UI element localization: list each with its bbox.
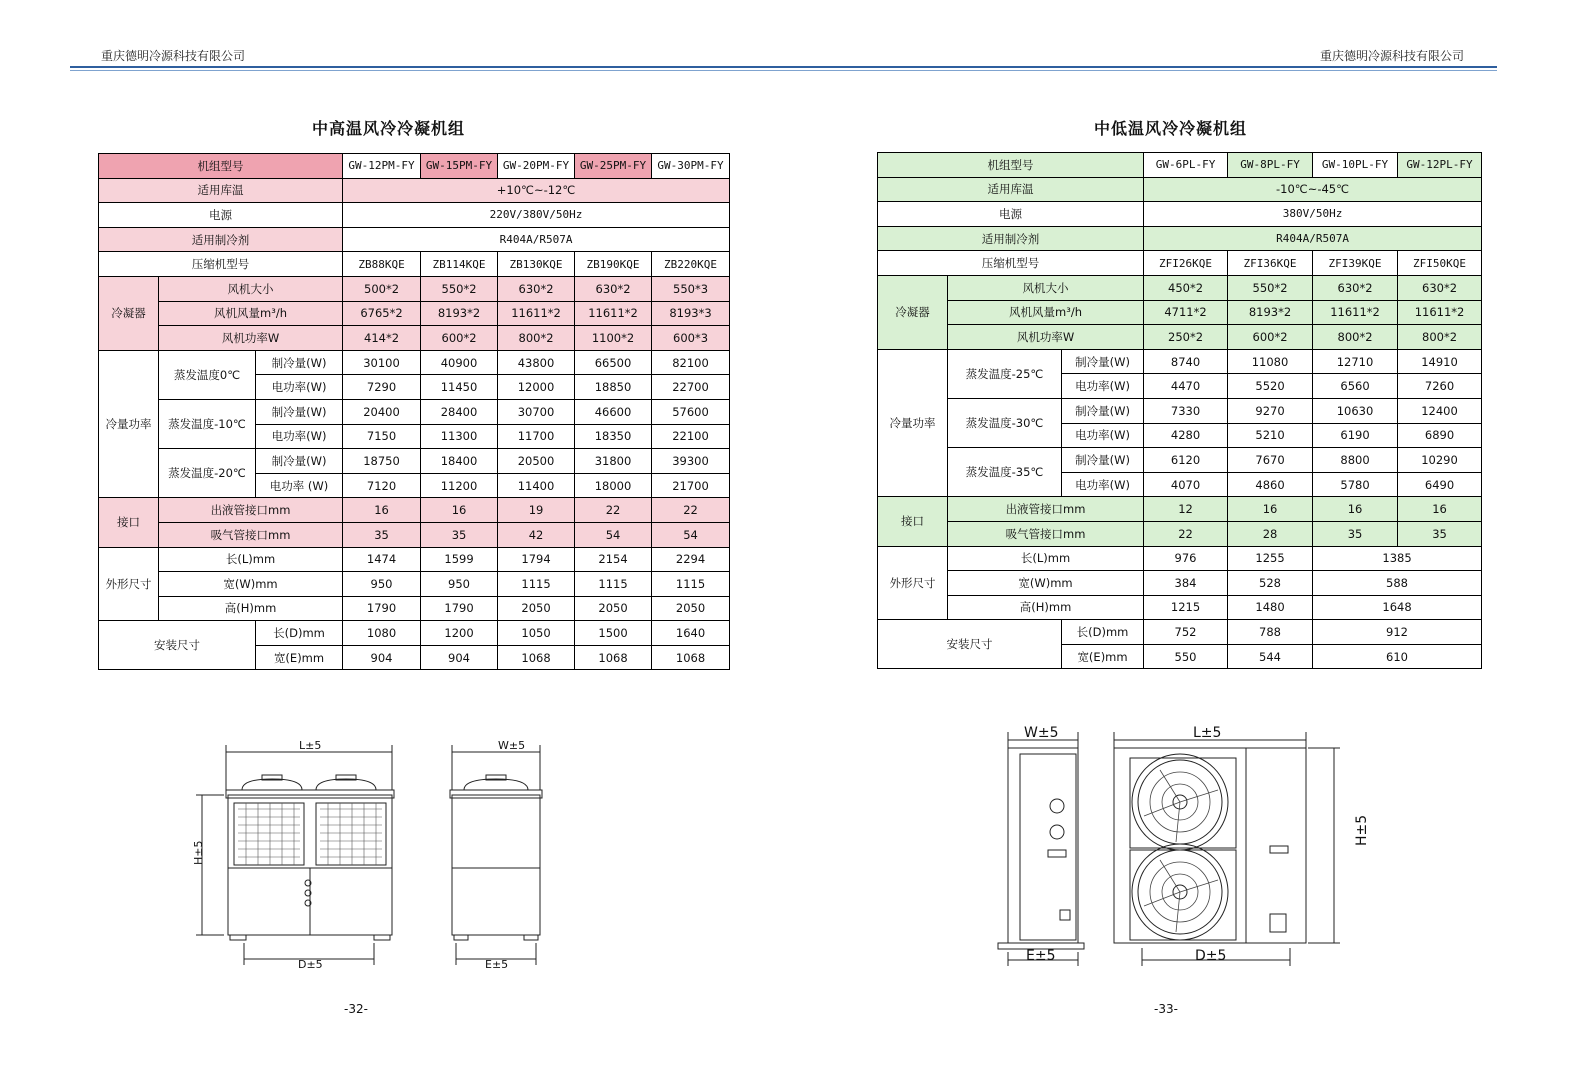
compressor-cell: ZB130KQE	[498, 252, 575, 277]
value-cell: 904	[343, 645, 421, 670]
dim-E-label: E±5	[1026, 948, 1056, 964]
value-cell: 35	[1313, 521, 1398, 546]
dim-W-label: W±5	[1024, 725, 1059, 741]
company-name-left: 重庆德明冷源科技有限公司	[101, 49, 246, 63]
fan-air-cell: 8193*2	[421, 301, 498, 326]
value-cell: 6490	[1398, 472, 1482, 497]
capacity-label: 冷量功率	[878, 349, 948, 497]
fan-size-cell: 630*2	[575, 276, 652, 301]
table-row	[99, 252, 730, 277]
value-cell: 4470	[1144, 374, 1228, 399]
fan-power-cell: 414*2	[343, 326, 421, 351]
table-row	[99, 449, 730, 474]
value-cell: 5780	[1313, 472, 1398, 497]
value-cell: 11300	[421, 424, 498, 449]
value-cell: 7150	[343, 424, 421, 449]
value-cell: 66500	[575, 350, 652, 375]
left-page-title: 中高温风冷冷凝机组	[312, 119, 466, 138]
value-cell: 544	[1228, 644, 1313, 669]
power-value: 380V/50Hz	[1144, 202, 1482, 227]
capacity-label: 冷量功率	[99, 350, 159, 498]
model-label: 机组型号	[878, 153, 1144, 178]
fan-air-cell: 8193*3	[652, 301, 730, 326]
width-label: 宽(W)mm	[948, 571, 1144, 596]
value-cell: 28400	[421, 399, 498, 424]
value-cell: 11400	[498, 473, 575, 498]
length-label: 长(L)mm	[948, 546, 1144, 571]
connection-label: 接口	[878, 497, 948, 546]
fan-size-label: 风机大小	[159, 276, 343, 301]
value-cell: 39300	[652, 449, 730, 474]
fan-size-cell: 550*2	[1228, 275, 1313, 300]
value-cell: 6190	[1313, 423, 1398, 448]
install-size-label: 安装尺寸	[99, 621, 256, 670]
fan-power-cell: 250*2	[1144, 325, 1228, 350]
value-cell: 7120	[343, 473, 421, 498]
value-cell: 11700	[498, 424, 575, 449]
header-rule-thin	[70, 70, 1497, 71]
cooling-label: 制冷量(W)	[256, 399, 343, 424]
cooling-label: 制冷量(W)	[256, 449, 343, 474]
table-row	[99, 301, 730, 326]
value-cell: 46600	[575, 399, 652, 424]
fan-size-cell: 630*2	[498, 276, 575, 301]
elec-label: 电功率(W)	[1062, 472, 1144, 497]
dim-D-label: D±5	[298, 958, 323, 971]
evap-temp-label: 蒸发温度-30℃	[948, 398, 1062, 447]
value-cell: 18000	[575, 473, 652, 498]
value-cell: 10630	[1313, 398, 1398, 423]
value-cell: 6890	[1398, 423, 1482, 448]
liquid-label: 出液管接口mm	[948, 497, 1144, 522]
value-cell: 35	[1398, 521, 1482, 546]
value-cell: 1115	[575, 572, 652, 597]
value-cell: 12710	[1313, 349, 1398, 374]
value-cell: 1480	[1228, 595, 1313, 620]
power-value: 220V/380V/50Hz	[343, 203, 730, 228]
table-row	[878, 275, 1482, 300]
value-cell: 18750	[343, 449, 421, 474]
value-cell: 20500	[498, 449, 575, 474]
value-cell: 35	[421, 522, 498, 547]
fan-air-label: 风机风量m³/h	[948, 300, 1144, 325]
value-cell: 904	[421, 645, 498, 670]
value-cell: 1648	[1313, 595, 1482, 620]
dim-E-label: E±5	[485, 958, 509, 971]
value-cell: 1080	[343, 621, 421, 646]
refrigerant-label: 适用制冷剂	[878, 226, 1144, 251]
value-cell: 788	[1228, 620, 1313, 645]
value-cell: 528	[1228, 571, 1313, 596]
value-cell: 950	[421, 572, 498, 597]
condenser-label: 冷凝器	[878, 275, 948, 349]
value-cell: 8800	[1313, 448, 1398, 473]
length-label: 长(L)mm	[159, 547, 343, 572]
connection-label: 接口	[99, 498, 159, 547]
table-row	[878, 620, 1482, 645]
value-cell: 1068	[498, 645, 575, 670]
value-cell: 1790	[343, 596, 421, 621]
table-row	[878, 177, 1482, 202]
value-cell: 1794	[498, 547, 575, 572]
value-cell: 1790	[421, 596, 498, 621]
value-cell: 57600	[652, 399, 730, 424]
elec-label: 电功率(W)	[256, 375, 343, 400]
evap-temp-label: 蒸发温度-35℃	[948, 448, 1062, 497]
compressor-cell: ZFI26KQE	[1144, 251, 1228, 276]
value-cell: 7670	[1228, 448, 1313, 473]
fan-power-cell: 800*2	[1313, 325, 1398, 350]
temp-label: 适用库温	[99, 178, 343, 203]
model-cell: GW-25PM-FY	[575, 154, 652, 179]
value-cell: 752	[1144, 620, 1228, 645]
value-cell: 7290	[343, 375, 421, 400]
width-label: 宽(W)mm	[159, 572, 343, 597]
model-cell: GW-12PM-FY	[343, 154, 421, 179]
value-cell: 1385	[1313, 546, 1482, 571]
compressor-cell: ZB114KQE	[421, 252, 498, 277]
fan-power-cell: 800*2	[1398, 325, 1482, 350]
model-cell: GW-6PL-FY	[1144, 153, 1228, 178]
install-length-label: 长(D)mm	[1062, 620, 1144, 645]
table-row	[878, 226, 1482, 251]
value-cell: 4860	[1228, 472, 1313, 497]
fan-size-cell: 500*2	[343, 276, 421, 301]
condenser-label: 冷凝器	[99, 276, 159, 350]
table-row	[878, 546, 1482, 571]
dim-H-label: H±5	[192, 840, 205, 865]
value-cell: 1068	[652, 645, 730, 670]
power-label: 电源	[99, 203, 343, 228]
compressor-cell: ZFI39KQE	[1313, 251, 1398, 276]
table-row	[99, 498, 730, 523]
value-cell: 54	[652, 522, 730, 547]
value-cell: 7260	[1398, 374, 1482, 399]
value-cell: 8740	[1144, 349, 1228, 374]
value-cell: 16	[1398, 497, 1482, 522]
value-cell: 54	[575, 522, 652, 547]
model-cell: GW-30PM-FY	[652, 154, 730, 179]
fan-air-cell: 4711*2	[1144, 300, 1228, 325]
value-cell: 1200	[421, 621, 498, 646]
value-cell: 16	[343, 498, 421, 523]
fan-power-cell: 800*2	[498, 326, 575, 351]
elec-label: 电功率 (W)	[256, 473, 343, 498]
evap-temp-label: 蒸发温度-25℃	[948, 349, 1062, 398]
fan-power-cell: 600*2	[1228, 325, 1313, 350]
height-label: 高(H)mm	[948, 595, 1144, 620]
elec-label: 电功率(W)	[1062, 374, 1144, 399]
value-cell: 16	[1228, 497, 1313, 522]
suction-label: 吸气管接口mm	[948, 521, 1144, 546]
value-cell: 18350	[575, 424, 652, 449]
compressor-label: 压缩机型号	[99, 252, 343, 277]
value-cell: 1068	[575, 645, 652, 670]
value-cell: 5210	[1228, 423, 1313, 448]
fan-size-cell: 450*2	[1144, 275, 1228, 300]
table-row	[878, 202, 1482, 227]
fan-size-cell: 630*2	[1313, 275, 1398, 300]
table-row	[99, 276, 730, 301]
compressor-cell: ZFI36KQE	[1228, 251, 1313, 276]
table-row	[99, 547, 730, 572]
evap-temp-label: 蒸发温度-10℃	[159, 399, 256, 448]
compressor-label: 压缩机型号	[878, 251, 1144, 276]
page-number-left: -32-	[344, 1002, 368, 1016]
fan-air-cell: 8193*2	[1228, 300, 1313, 325]
value-cell: 7330	[1144, 398, 1228, 423]
value-cell: 1599	[421, 547, 498, 572]
fan-size-cell: 550*2	[421, 276, 498, 301]
table-row	[878, 448, 1482, 473]
right-unit-drawing	[990, 720, 1370, 970]
fan-size-label: 风机大小	[948, 275, 1144, 300]
temp-value: -10℃~-45℃	[1144, 177, 1482, 202]
value-cell: 2050	[575, 596, 652, 621]
compressor-cell: ZB190KQE	[575, 252, 652, 277]
fan-air-label: 风机风量m³/h	[159, 301, 343, 326]
value-cell: 16	[1313, 497, 1398, 522]
model-cell: GW-20PM-FY	[498, 154, 575, 179]
value-cell: 22	[652, 498, 730, 523]
compressor-cell: ZFI50KQE	[1398, 251, 1482, 276]
value-cell: 10290	[1398, 448, 1482, 473]
suction-label: 吸气管接口mm	[159, 522, 343, 547]
evap-temp-label: 蒸发温度-20℃	[159, 449, 256, 498]
value-cell: 22700	[652, 375, 730, 400]
value-cell: 18400	[421, 449, 498, 474]
value-cell: 1255	[1228, 546, 1313, 571]
value-cell: 4280	[1144, 423, 1228, 448]
elec-label: 电功率(W)	[256, 424, 343, 449]
refrigerant-value: R404A/R507A	[343, 227, 730, 252]
table-row	[878, 497, 1482, 522]
elec-label: 电功率(W)	[1062, 423, 1144, 448]
temp-label: 适用库温	[878, 177, 1144, 202]
value-cell: 43800	[498, 350, 575, 375]
table-row	[99, 203, 730, 228]
power-label: 电源	[878, 202, 1144, 227]
value-cell: 2050	[652, 596, 730, 621]
header-rule	[70, 66, 1497, 68]
left-spec-table	[98, 153, 730, 670]
refrigerant-label: 适用制冷剂	[99, 227, 343, 252]
value-cell: 1115	[652, 572, 730, 597]
install-length-label: 长(D)mm	[256, 621, 343, 646]
value-cell: 1115	[498, 572, 575, 597]
value-cell: 2050	[498, 596, 575, 621]
fan-power-cell: 1100*2	[575, 326, 652, 351]
fan-power-cell: 600*3	[652, 326, 730, 351]
height-label: 高(H)mm	[159, 596, 343, 621]
fan-air-cell: 6765*2	[343, 301, 421, 326]
dim-L-label: L±5	[1193, 725, 1222, 741]
fan-size-cell: 630*2	[1398, 275, 1482, 300]
right-page-title: 中低温风冷冷凝机组	[1094, 119, 1248, 138]
value-cell: 9270	[1228, 398, 1313, 423]
table-row	[878, 595, 1482, 620]
value-cell: 5520	[1228, 374, 1313, 399]
table-row	[99, 596, 730, 621]
value-cell: 30100	[343, 350, 421, 375]
fan-air-cell: 11611*2	[575, 301, 652, 326]
model-cell: GW-8PL-FY	[1228, 153, 1313, 178]
value-cell: 1050	[498, 621, 575, 646]
table-row	[878, 300, 1482, 325]
value-cell: 6560	[1313, 374, 1398, 399]
value-cell: 4070	[1144, 472, 1228, 497]
value-cell: 12000	[498, 375, 575, 400]
value-cell: 31800	[575, 449, 652, 474]
outer-size-label: 外形尺寸	[99, 547, 159, 621]
table-row	[99, 227, 730, 252]
table-row	[99, 154, 730, 179]
value-cell: 40900	[421, 350, 498, 375]
value-cell: 16	[421, 498, 498, 523]
fan-power-cell: 600*2	[421, 326, 498, 351]
value-cell: 20400	[343, 399, 421, 424]
company-name-right: 重庆德明冷源科技有限公司	[1320, 49, 1465, 63]
table-row	[878, 398, 1482, 423]
outer-size-label: 外形尺寸	[878, 546, 948, 620]
value-cell: 11080	[1228, 349, 1313, 374]
fan-power-label: 风机功率W	[159, 326, 343, 351]
left-unit-drawing	[180, 735, 560, 970]
page-number-right: -33-	[1154, 1002, 1178, 1016]
value-cell: 2154	[575, 547, 652, 572]
model-cell: GW-15PM-FY	[421, 154, 498, 179]
value-cell: 12	[1144, 497, 1228, 522]
table-row	[878, 349, 1482, 374]
value-cell: 550	[1144, 644, 1228, 669]
value-cell: 21700	[652, 473, 730, 498]
value-cell: 18850	[575, 375, 652, 400]
value-cell: 82100	[652, 350, 730, 375]
model-cell: GW-12PL-FY	[1398, 153, 1482, 178]
value-cell: 42	[498, 522, 575, 547]
dim-L-label: L±5	[299, 739, 322, 752]
value-cell: 610	[1313, 644, 1482, 669]
install-width-label: 宽(E)mm	[1062, 644, 1144, 669]
value-cell: 2294	[652, 547, 730, 572]
value-cell: 950	[343, 572, 421, 597]
value-cell: 14910	[1398, 349, 1482, 374]
value-cell: 384	[1144, 571, 1228, 596]
fan-air-cell: 11611*2	[498, 301, 575, 326]
value-cell: 1640	[652, 621, 730, 646]
value-cell: 22	[575, 498, 652, 523]
install-width-label: 宽(E)mm	[256, 645, 343, 670]
table-row	[99, 350, 730, 375]
table-row	[878, 153, 1482, 178]
value-cell: 912	[1313, 620, 1482, 645]
value-cell: 11450	[421, 375, 498, 400]
cooling-label: 制冷量(W)	[1062, 398, 1144, 423]
value-cell: 1500	[575, 621, 652, 646]
table-row	[878, 251, 1482, 276]
fan-size-cell: 550*3	[652, 276, 730, 301]
cooling-label: 制冷量(W)	[1062, 349, 1144, 374]
value-cell: 1215	[1144, 595, 1228, 620]
value-cell: 12400	[1398, 398, 1482, 423]
value-cell: 1474	[343, 547, 421, 572]
right-spec-table	[877, 152, 1482, 669]
value-cell: 30700	[498, 399, 575, 424]
value-cell: 19	[498, 498, 575, 523]
fan-air-cell: 11611*2	[1398, 300, 1482, 325]
evap-temp-label: 蒸发温度0℃	[159, 350, 256, 399]
table-row	[99, 522, 730, 547]
table-row	[99, 326, 730, 351]
table-row	[878, 325, 1482, 350]
value-cell: 28	[1228, 521, 1313, 546]
value-cell: 11200	[421, 473, 498, 498]
value-cell: 588	[1313, 571, 1482, 596]
value-cell: 6120	[1144, 448, 1228, 473]
value-cell: 22	[1144, 521, 1228, 546]
compressor-cell: ZB220KQE	[652, 252, 730, 277]
fan-air-cell: 11611*2	[1313, 300, 1398, 325]
table-row	[878, 571, 1482, 596]
cooling-label: 制冷量(W)	[1062, 448, 1144, 473]
temp-value: +10℃~-12℃	[343, 178, 730, 203]
model-cell: GW-10PL-FY	[1313, 153, 1398, 178]
table-row	[878, 521, 1482, 546]
liquid-label: 出液管接口mm	[159, 498, 343, 523]
value-cell: 976	[1144, 546, 1228, 571]
compressor-cell: ZB88KQE	[343, 252, 421, 277]
table-row	[99, 399, 730, 424]
model-label: 机组型号	[99, 154, 343, 179]
refrigerant-value: R404A/R507A	[1144, 226, 1482, 251]
dim-D-label: D±5	[1195, 948, 1227, 964]
cooling-label: 制冷量(W)	[256, 350, 343, 375]
table-row	[99, 572, 730, 597]
value-cell: 35	[343, 522, 421, 547]
dim-W-label: W±5	[498, 739, 526, 752]
table-row	[99, 178, 730, 203]
fan-power-label: 风机功率W	[948, 325, 1144, 350]
table-row	[99, 621, 730, 646]
install-size-label: 安装尺寸	[878, 620, 1062, 669]
value-cell: 22100	[652, 424, 730, 449]
dim-H-label: H±5	[1354, 814, 1370, 846]
